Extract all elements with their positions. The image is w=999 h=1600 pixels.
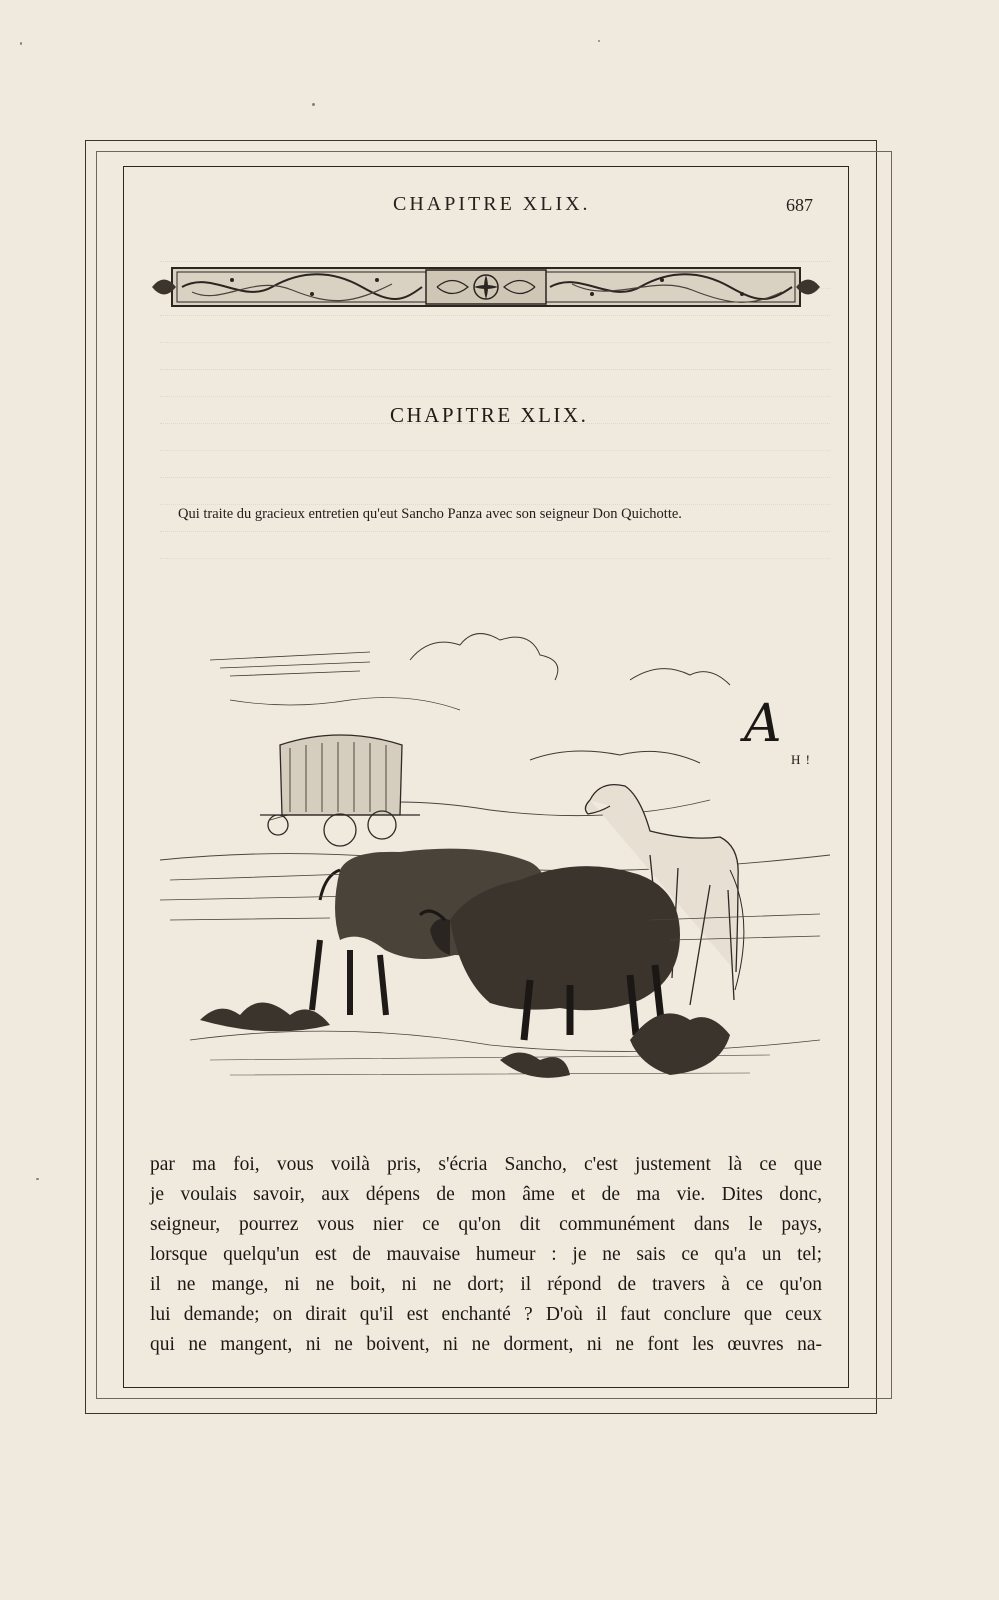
- body-line: seigneur, pourrez vous nier ce qu'on dit communément dans le pays,: [150, 1214, 822, 1235]
- foreground-plants: [200, 1003, 730, 1078]
- engraving-illustration: [150, 620, 840, 1140]
- drop-cap-letter: A: [744, 694, 782, 754]
- drop-cap-continuation: H !: [791, 752, 811, 767]
- page-number: 687: [786, 195, 813, 215]
- body-line: il ne mange, ni ne boit, ni ne dort; il répond de travers à ce qu'on: [150, 1274, 822, 1295]
- paper-speck: [312, 103, 315, 106]
- body-line: par ma foi, vous voilà pris, s'écria Sancho, c'est justement là ce que: [150, 1154, 822, 1175]
- body-text: [150, 1150, 822, 1360]
- ornamental-headpiece: [152, 262, 820, 312]
- wagon: [260, 735, 420, 846]
- running-head: CHAPITRE XLIX.: [393, 193, 591, 215]
- body-line: lorsque quelqu'un est de mauvaise humeur : je ne sais ce qu'a un tel;: [150, 1244, 822, 1265]
- body-line: qui ne mangent, ni ne boivent, ni ne dorment, ni ne font les œuvres na-: [150, 1334, 822, 1355]
- paper-speck: [36, 1178, 39, 1180]
- chapter-title: CHAPITRE XLIX.: [390, 403, 589, 427]
- paper-speck: [598, 40, 600, 42]
- paper-speck: [20, 42, 22, 45]
- body-line: je voulais savoir, aux dépens de mon âme et de ma vie. Dites donc,: [150, 1184, 822, 1205]
- chapter-summary: Qui traite du gracieux entretien qu'eut Sancho Panza avec son seigneur Don Quichotte.: [178, 506, 682, 522]
- body-line: lui demande; on dirait qu'il est enchanté ? D'où il faut conclure que ceux: [150, 1304, 822, 1325]
